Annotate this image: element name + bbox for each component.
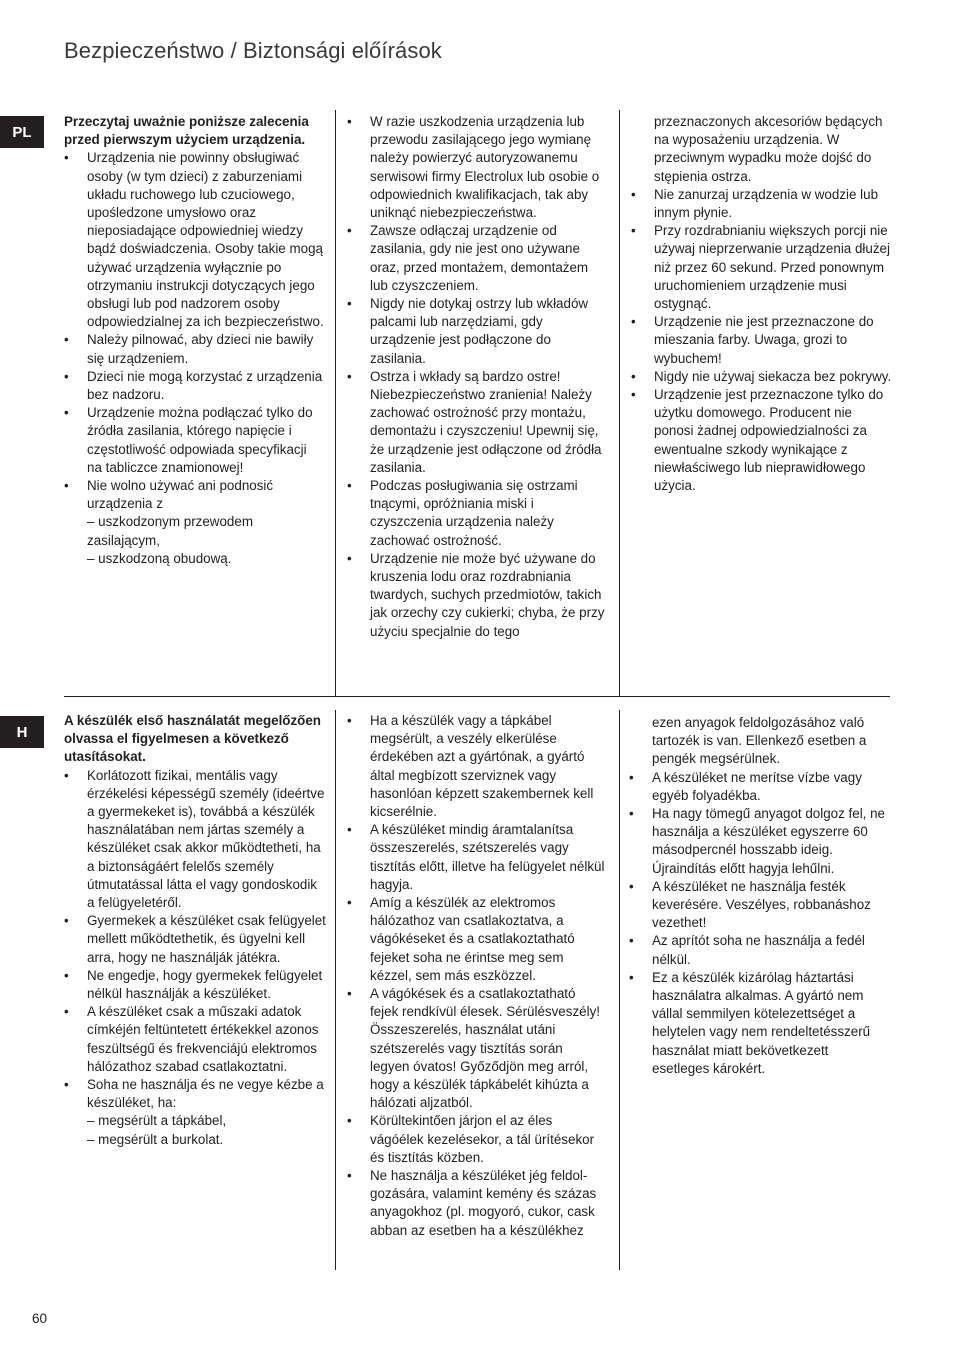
list-item-text: • Soha ne használja és ne vegye kézbe a készüléket, ha: [87, 1077, 324, 1111]
list-item: • Przy rozdrabnianiu większych porcji nie używaj nieprzerwanie urządzenia dłużej niż przez 60 sekund. Przed ponownym uruchomieniem urządzenie musi ostygnąć. [631, 222, 893, 313]
list-item: • Urządzenie nie może być używane do kruszenia lodu oraz rozdrabniania twardych, suchych przedmiotów, takich jak orzechy czy cukierki; chyba, że przy użyciu specjalnie do tego [347, 550, 605, 641]
list-item: • Korlátozott fizikai, mentális vagy érzékelési képességű személy (ideértve a gyermekeket is), továbbá a készülék használatában nem jártas személy a készüléket csak akkor működtetheti, ha a biztonságáért felelős személy útmutatással látta el vagy gondoskodik a felügyeletéről. [64, 767, 326, 913]
page-title: Bezpieczeństwo / Biztonsági előírások [64, 38, 442, 63]
h-intro-heading: A készülék első használatát megelőzően olvassa el figyelmesen a következő utasításokat. [64, 713, 321, 765]
language-tab-h: H [0, 716, 44, 748]
column-divider [335, 110, 336, 696]
h-column-1 [64, 712, 326, 1149]
page-number: 60 [32, 1311, 48, 1326]
list-item: • Należy pilnować, aby dzieci nie bawiły się urządzeniem. [64, 331, 324, 367]
column-divider [619, 710, 620, 1270]
continuation-text: ezen anyagok feldolgozásához való tartozék is van. Ellenkező esetben a pengék megsérülnek. [652, 715, 867, 767]
column-divider [619, 110, 620, 696]
list-item: • Körültekintően járjon el az éles vágóélek kezelésekor, a tál ürítésekor és tisztítás közben. [347, 1112, 605, 1167]
list-item: • Urządzenia nie powinny obsługiwać osoby (w tym dzieci) z zaburzeniami układu ruchowego lub czuciowego, upośledzone umysłowo oraz nieposiadające odpowiedniej wiedzy bądź doświadczenia. Osoby takie mogą używać urządzenia wyłącznie po otrzymaniu instrukcji dotyczących jego obsługi lub pod nadzorem osoby odpowiedzialnej za ich bezpieczeństwo. [64, 149, 324, 331]
list-item: • Ne engedje, hogy gyermekek felügyelet nélkül használják a készüléket. [64, 967, 326, 1003]
list-item [64, 477, 324, 568]
list-item: • A készüléket ne merítse vízbe vagy egyéb folyadékba. [629, 769, 887, 805]
list-item: • A készüléket csak a műszaki adatok címkéjén feltüntetett értékekkel azonos feszültségű és frekvenciájú elektromos hálózathoz szabad csatlakoztatni. [64, 1003, 326, 1076]
pl-column-3 [631, 113, 893, 495]
list-item: • Urządzenie nie jest przeznaczone do mieszania farby. Uwaga, grozi to wybuchem! [631, 313, 893, 368]
list-item: • Gyermekek a készüléket csak felügyelet mellett működtethetik, és ügyelni kell arra, hogy ne használják játékra. [64, 912, 326, 967]
list-item: • Dzieci nie mogą korzystać z urządzenia bez nadzoru. [64, 368, 324, 404]
continuation-text: przeznaczonych akcesoriów będących na wyposażeniu urządzenia. W przeciwnym wypadku może dojść do stępienia ostrza. [654, 114, 883, 184]
section-divider [64, 696, 890, 697]
sub-item: – uszkodzoną obudową. [87, 550, 232, 566]
list-item: • A készüléket mindig áramtalanítsa összeszerelés, szétszerelés vagy tisztítás előtt, illetve ha felügyelet nélkül hagyja. [347, 821, 605, 894]
list-item: • Nigdy nie dotykaj ostrzy lub wkładów palcami lub narzędziami, gdy urządzenie jest podłączone do zasilania. [347, 295, 605, 368]
list-item: • W razie uszkodzenia urządzenia lub przewodu zasilającego jego wymianę należy powierzyć autoryzowanemu serwisowi firmy Electrolux lub osobie o odpowiednich kwalifikacjach, tak aby uniknąć niebezpieczeństwa. [347, 113, 605, 222]
list-item: • Ha nagy tömegű anyagot dolgoz fel, ne használja a készüléket egyszerre 60 másodpercnél hosszabb ideig. Újraindítás előtt hagyja lehűlni. [629, 805, 887, 878]
list-item: • Urządzenie można podłączać tylko do źródła zasilania, którego napięcie i częstotliwość odpowiada specyfikacji na tabliczce znamionowej! [64, 404, 324, 477]
h-column-3 [629, 714, 887, 1078]
pl-column-1 [64, 113, 324, 568]
list-item: • Amíg a készülék az elektromos hálózathoz van csatlakoztatva, a vágókéseket és a csatlakoztatható fejeket soha ne érintse meg sem kézzel, sem más eszközzel. [347, 894, 605, 985]
sub-item: – uszkodzonym przewodem zasilającym, [87, 514, 253, 548]
list-item: • Ostrza i wkłady są bardzo ostre! Niebezpieczeństwo zranienia! Należy zachować ostrożność przy montażu, demontażu i czyszczeniu! Upewnij się, że urządzenie jest odłączone od źródła zasilania. [347, 368, 605, 477]
list-item: • Zawsze odłączaj urządzenie od zasilania, gdy nie jest ono używane oraz, przed montażem, demontażem lub czyszczeniem. [347, 222, 605, 295]
h-column-2 [347, 712, 605, 1240]
list-item: • A készüléket ne használja festék keverésére. Veszélyes, robbanáshoz vezethet! [629, 878, 887, 933]
sub-item: – megsérült a tápkábel, [87, 1113, 227, 1129]
list-item: • Podczas posługiwania się ostrzami tnącymi, opróżniania miski i czyszczenia urządzenia należy zachować ostrożność. [347, 477, 605, 550]
list-item: • Nie zanurzaj urządzenia w wodzie lub innym płynie. [631, 186, 893, 222]
list-item: • Ha a készülék vagy a tápkábel megsérült, a veszély elkerülése érdekében azt a gyártónak, a gyártó által megbízott szerviznek vagy hasonlóan képzett szakembernek kell kicserélnie. [347, 712, 605, 821]
list-item: • Ez a készülék kizárólag háztartási használatra alkalmas. A gyártó nem vállal semmilyen kötelezettséget a helytelen vagy nem rendeltetésszerű használat miatt bekövetkezett esetleges károkért. [629, 969, 887, 1078]
sub-item: – megsérült a burkolat. [87, 1131, 224, 1147]
list-item: • A vágókések és a csatlakoztatható fejek rendkívül élesek. Sérülésveszély! Összeszerelés, használat utáni szétszerelés vagy tisztítás során legyen óvatos! Győződjön meg arról, hogy a készülék tápkábelét kihúzta a hálózati aljzatból. [347, 985, 605, 1112]
list-item: • Nigdy nie używaj siekacza bez pokrywy. [631, 368, 893, 386]
pl-column-2 [347, 113, 605, 641]
language-tab-pl: PL [0, 116, 44, 148]
list-item: • Ne használja a készüléket jég feldol-gozására, valamint kemény és százas anyagokhoz (pl. mogyoró, cukor, cask abban az esetben ha a készülékhez [347, 1167, 605, 1240]
list-item [64, 1076, 326, 1149]
list-item: • Urządzenie jest przeznaczone tylko do użytku domowego. Producent nie ponosi żadnej odpowiedzialności za ewentualne szkody wynikające z niewłaściwego lub nieprawidłowego użycia. [631, 386, 893, 495]
list-item: • Az aprítót soha ne használja a fedél nélkül. [629, 932, 887, 968]
pl-intro-heading: Przeczytaj uważnie poniższe zalecenia przed pierwszym użyciem urządzenia. [64, 114, 309, 148]
column-divider [335, 710, 336, 1270]
list-item-text: • Nie wolno używać ani podnosić urządzenia z [87, 478, 274, 512]
